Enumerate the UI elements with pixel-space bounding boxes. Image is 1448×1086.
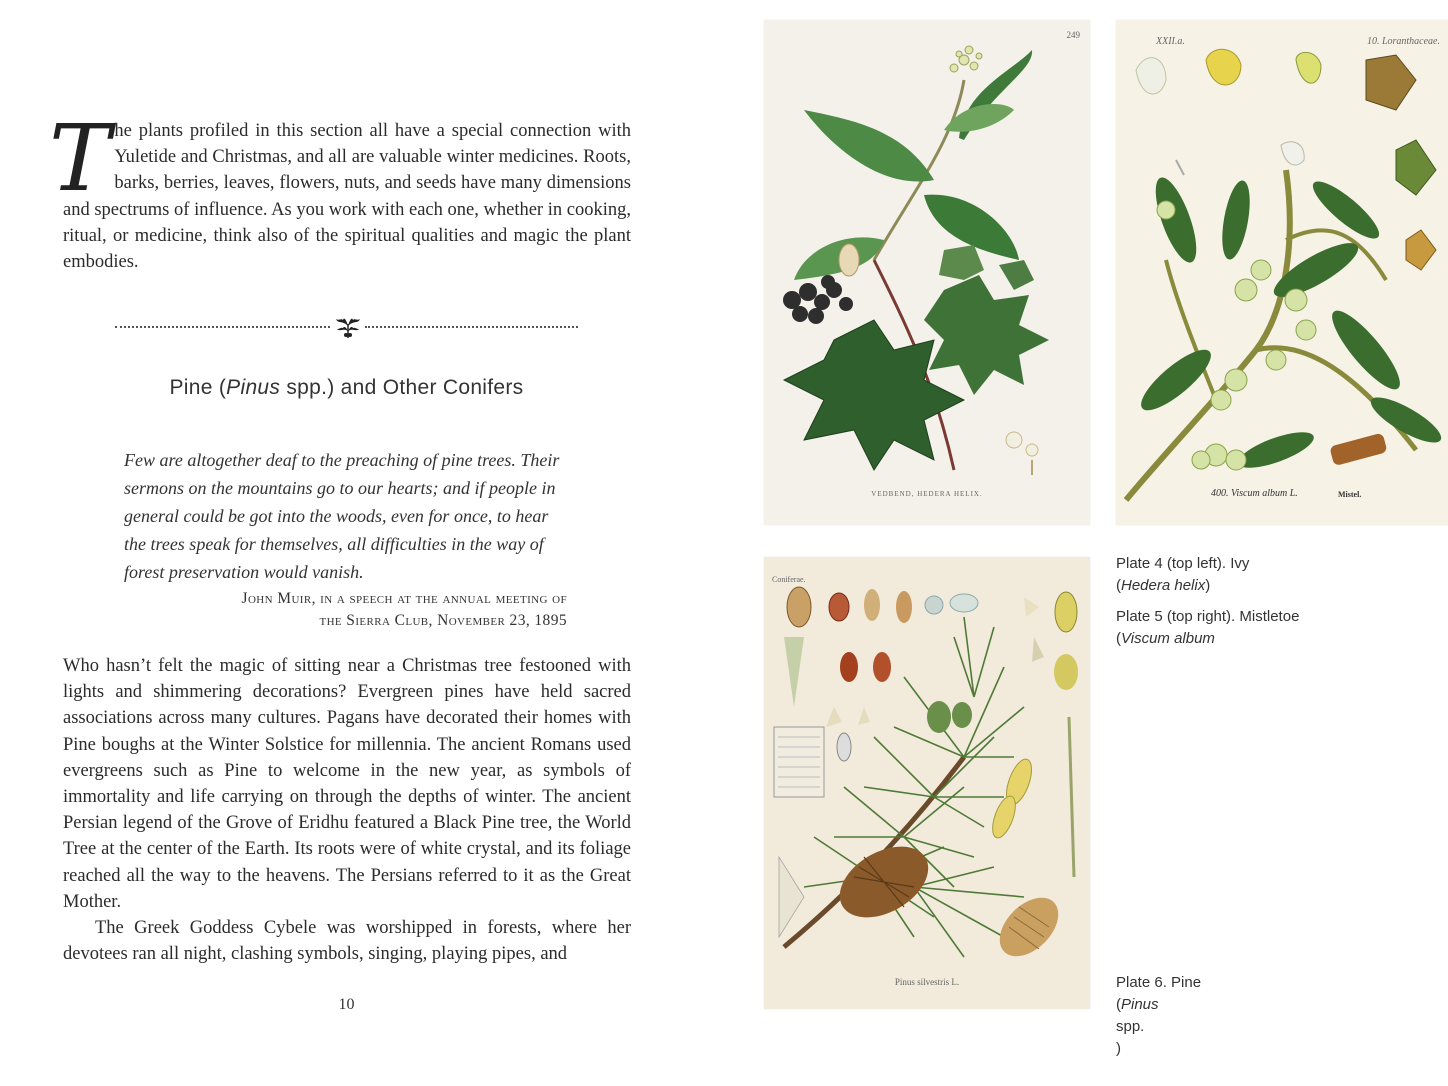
pine-plate-label: Pinus silvestris L.: [894, 977, 960, 987]
body-paragraph-1: Who hasn’t felt the magic of sitting near a Christmas tree festooned with lights and shimmering decorations? Evergreen pines have held sacred associations across many cultures. Pagans have decorated their homes with Pine boughs at the Winter Solstice for millennia. The ancient Romans used evergreens such as Pine to welcome in the new year, as symbols of immortality and life carrying on through the depths of winter. The ancient Persian legend of the Grove of Eridhu featured a Black Pine tree, the World Tree at the center of the Earth. Its roots were of white crystal, and its foliage reached all the way to the heavens. The Persians referred to it as the Great Mother.: [63, 656, 631, 912]
caption-plate-4-species: (Hedera helix): [1116, 577, 1211, 594]
body-paragraph-2: The Greek Goddess Cybele was worshipped in forests, where her devotees ran all night, clashing symbols, singing, playing pipes, and: [63, 918, 631, 965]
section-title-suffix: spp.) and Other Conifers: [280, 376, 524, 399]
drop-cap: T: [49, 105, 111, 212]
mistletoe-illustration-art: [1116, 20, 1448, 525]
plate-mistletoe-illustration: [1116, 20, 1448, 525]
mistletoe-header-right: 10. Loranthaceae.: [1366, 36, 1440, 47]
intro-text: he plants profiled in this section all have a special connection with Yuletide and Christmas, and all are valuable winter medicines. Roots, barks, berries, leaves, flowers, nuts, and seeds have many dimensions and spectrums of influence. As you work with each one, whether in cooking, ritual, or medicine, think also of the spiritual qualities and magic the plant embodies.: [63, 121, 631, 273]
ivy-plate-label: VEDBEND, HEDERA HELIX.: [871, 490, 983, 498]
ivy-plate-number: 249: [1066, 30, 1080, 40]
caption-plate-5-title: Plate 5 (top right). Mistletoe: [1116, 608, 1300, 625]
ivy-illustration-art: [764, 20, 1090, 525]
caption-plate-6-species: (Pinus spp. ): [1116, 994, 1201, 1060]
holly-sprig-icon: [334, 316, 362, 340]
body-text: [63, 653, 631, 967]
section-title-genus: Pinus: [226, 376, 281, 399]
plate-ivy-illustration: [764, 20, 1090, 525]
caption-plate-6: [1116, 972, 1201, 1060]
divider-dots-left: [115, 326, 330, 328]
mistletoe-plate-extra: Mistel.: [1338, 490, 1362, 499]
mistletoe-header-left: XXII.a.: [1156, 36, 1185, 47]
caption-plate-6-suffix: spp.: [1116, 1018, 1145, 1035]
caption-plate-4: [1116, 553, 1249, 597]
intro-paragraph: [49, 105, 631, 275]
attribution-line-1: John Muir, in a speech at the annual meeting of: [241, 590, 567, 607]
section-title: [0, 376, 693, 400]
epigraph-quote: Few are altogether deaf to the preaching of pine trees. Their sermons on the mountains go to our hearts; and if people in general could be got into the woods, even for once, to hear the trees speak for themselves, all difficulties in the way of forest preservation would vanish.: [124, 450, 560, 582]
pine-header-left: Coniferae.: [772, 575, 806, 584]
pine-illustration-art: [764, 557, 1090, 1009]
caption-plate-4-title: Plate 4 (top left). Ivy: [1116, 555, 1250, 572]
caption-plate-4-species-name: Hedera helix: [1121, 577, 1206, 594]
section-title-prefix: Pine (: [169, 376, 227, 399]
caption-plate-5: [1116, 606, 1299, 650]
caption-plate-6-genus: Pinus: [1121, 996, 1159, 1013]
epigraph-attribution: [124, 588, 567, 631]
section-divider: [115, 316, 578, 338]
plate-pine-illustration: [764, 557, 1090, 1009]
divider-dots-right: [365, 326, 578, 328]
caption-plate-6-title: Plate 6. Pine: [1116, 974, 1202, 991]
caption-plate-5-species: (Viscum album: [1116, 630, 1215, 647]
attribution-line-2: the Sierra Club, November 23, 1895: [319, 611, 567, 629]
mistletoe-plate-label: 400. Viscum album L.: [1211, 488, 1298, 499]
page-number: 10: [338, 996, 355, 1013]
caption-plate-5-species-name: Viscum album: [1121, 630, 1215, 647]
